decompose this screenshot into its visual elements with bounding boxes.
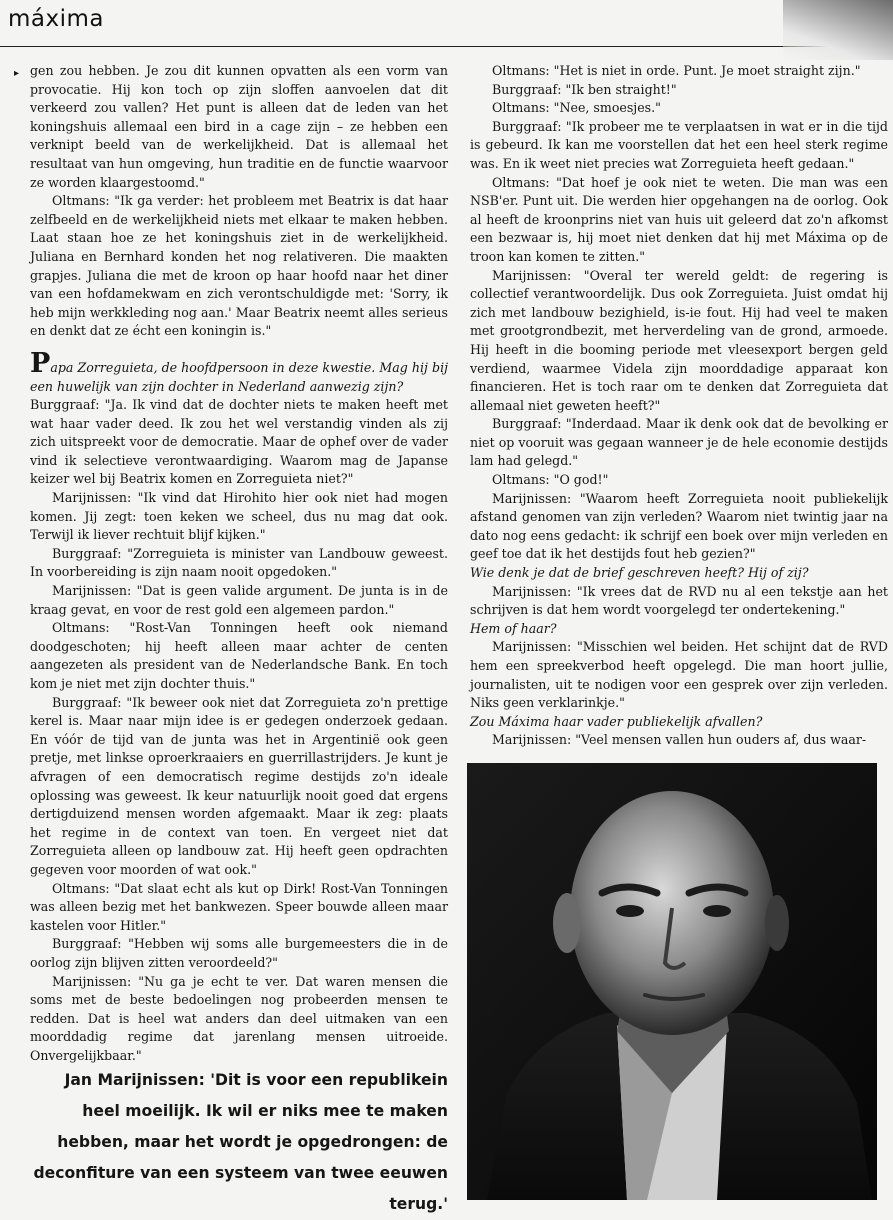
paragraph: Marijnissen: "Nu ga je echt te ver. Dat waren mensen die soms met de beste bedoelingen nog probeerden mensen te redden. Dat is heel wat anders dan deel uitmaken van een moorddadig regime dat jarenlang mensen uitroeide. Onvergelijkbaar." [30, 973, 448, 1063]
paragraph: Oltmans: "Ik ga verder: het probleem met Beatrix is dat haar zelfbeeld en de werkelijkheid niets met elkaar te maken hebben. Laat staan hoe ze het koningshuis ziet in de werkelijkheid. Juliana en Bernhard konden het nog relativeren. Die maakten grapjes. Juliana die met de kroon op haar hoofd naar het diner van een hofdamekwam en zich verontschuldigde met: 'Sorry, ik heb mijn werkkleding nog aan.' Maar Beatrix neemt alles serieus en denkt dat ze écht een koningin is." [30, 193, 448, 339]
question-paragraph [30, 347, 448, 396]
paragraph: Oltmans: "Het is niet in orde. Punt. Je moet straight zijn." [492, 63, 861, 78]
paragraph: Oltmans: "Rost-Van Tonningen heeft ook niemand doodgeschoten; hij heeft alleen maar achter de centen aangezeten als president van de Nederlandsche Bank. En toch kom je niet met zijn dochter thuis." [30, 620, 448, 691]
paragraph: Burggraaf: "Ja. Ik vind dat de dochter niets te maken heeft met wat haar vader deed. Ik zou het wel verstandig vinden als zij zich uitspreekt voor de democratie. Maar de ophef over de vader vind ik selectieve verontwaardiging. Waarom mag de Japanse keizer wel bij Beatrix komen en Zorreguieta niet?" [30, 397, 448, 487]
pull-quote: Jan Marijnissen: 'Dit is voor een republikein heel moeilijk. Ik wil er niks mee te maken hebben, maar het wordt je opgedrongen: de deconfiture van een systeem van twee eeuwen terug.' [33, 1071, 448, 1214]
paragraph: Oltmans: "Nee, smoesjes." [492, 100, 661, 116]
portrait-illustration [467, 763, 877, 1200]
paragraph: Marijnissen: "Waarom heeft Zorreguieta nooit publiekelijk afstand genomen van zijn verleden? Waarom niet twintig jaar na dato nog eens gedacht: ik schrijf een boek over mijn verleden en geef toe dat ik het destijds fout heb gezien?" [470, 490, 888, 562]
paragraph: Burggraaf: "Hebben wij soms alle burgemeesters die in de oorlog zijn blijven zitten veroordeeld?" [30, 936, 448, 970]
magazine-section-title: máxima [8, 6, 104, 32]
paragraph: Marijnissen: "Dat is geen valide argument. De junta is in de kraag gevat, en voor de rest gold een algemeen pardon." [30, 583, 448, 617]
paragraph: Oltmans: "O god!" [492, 472, 609, 488]
paragraph: Marijnissen: "Ik vrees dat de RVD nu al een tekstje aan het schrijven is dat hem wordt voorgelegd ter ondertekening." [470, 583, 888, 618]
paragraph: gen zou hebben. Je zou dit kunnen opvatten als een vorm van provocatie. Hij kon toch op zijn sloffen aanvoelen dat dit verkeerd zou vallen? Het punt is alleen dat de leden van het koningshuis allemaal een bird in a cage zijn – ze hebben een verknipt beeld van de werkelijkheid. Dat is allemaal het resultaat van hun omgeving, hun traditie en de functie waarvoor ze worden klaargestoomd." [30, 63, 448, 190]
question-paragraph: Wie denk je dat de brief geschreven heeft? Hij of zij? [470, 565, 809, 581]
paragraph: Oltmans: "Dat hoef je ook niet te weten. Die man was een NSB'er. Punt uit. Die werden hier opgehangen na de oorlog. Ook al heeft de kroonprins niet van huis uit geleerd dat zo'n afkomst een bezwaar is, hij moet niet denken dat hij met Máxima op de troon kan komen te zitten." [470, 174, 888, 264]
paragraph: Burggraaf: "Inderdaad. Maar ik denk ook dat de bevolking er niet op vooruit was gegaan wanneer je de hele economie destijds lam had gelegd." [470, 416, 888, 469]
paragraph: Marijnissen: "Veel mensen vallen hun ouders af, dus waar- [492, 732, 867, 748]
drop-cap: P [30, 347, 51, 379]
right-column [470, 62, 888, 748]
paragraph: Oltmans: "Dat slaat echt als kut op Dirk! Rost-Van Tonningen was alleen bezig met het bankwezen. Speer bouwde alleen maar kastelen voor Hitler." [30, 880, 448, 933]
page-header [0, 0, 893, 47]
question-paragraph: Zou Máxima haar vader publiekelijk afvallen? [470, 713, 763, 729]
paragraph: Marijnissen: "Overal ter wereld geldt: de regering is collectief verantwoordelijk. Dus ook Zorreguieta. Juist omdat hij zich met landbouw bezighield, is-ie fout. Hij had veel te maken met grootgrondbezit, met herverdeling van de grond, armoede. Hij heeft in die booming periode met vleesexport bergen geld verdiend, waarmee Videla zijn moorddadige apparaat kon financieren. Het is toch raar om te denken dat Zorreguieta dat allemaal niet geweten heeft?" [470, 267, 888, 413]
page-curl-shadow [783, 0, 893, 60]
question-paragraph: Hem of haar? [470, 620, 557, 636]
question-text: apa Zorreguieta, de hoofdpersoon in deze kwestie. Mag hij bij een huwelijk van zijn dochter in Nederland aanwezig zijn? [30, 359, 448, 394]
paragraph: Marijnissen: "Ik vind dat Hirohito hier ook niet had mogen komen. Jij zegt: toen keken we scheel, dus nu mag dat ook. Terwijl ik liever rechtuit blijf kijken." [30, 490, 448, 543]
paragraph: Burggraaf: "Zorreguieta is minister van Landbouw geweest. In voorbereiding is zijn naam nooit opgedoken." [30, 545, 448, 580]
paragraph: Marijnissen: "Misschien wel beiden. Het schijnt dat de RVD hem een spreekverbod heeft opgelegd. Die man hoort jullie, journalisten, uit te nodigen voor een gesprek over zijn verleden. Niks geen verklarinkje." [470, 639, 888, 711]
paragraph: Burggraaf: "Ik probeer me te verplaatsen in wat er in die tijd is gebeurd. Ik kan me voorstellen dat het een heel sterk regime was. En ik weet niet precies wat Zorreguieta heeft gedaan." [470, 118, 888, 171]
continuation-arrow-icon: ▸ [14, 68, 20, 79]
portrait-photo [467, 763, 877, 1200]
left-column [30, 62, 448, 1214]
paragraph: Burggraaf: "Ik ben straight!" [492, 81, 677, 97]
paragraph: Burggraaf: "Ik beweer ook niet dat Zorreguieta zo'n prettige kerel is. Maar naar mijn idee is er gedegen onderzoek gedaan. En vóór de tijd van de junta was het in Argentinië ook geen pretje, met linkse oproerkraaiers en guerrillastrijders. Je kunt je afvragen of een democratisch regime destijds zo'n ideale oplossing was geweest. Ik keur natuurlijk nooit goed dat ergens dertigduizend mensen worden afgemaakt. Maar ik zeg: plaats het regime in de context van toen. En vergeet niet dat Zorreguieta alleen op landbouw zat. Hij heeft geen opdrachten gegeven voor moorden of wat ook." [30, 694, 448, 877]
